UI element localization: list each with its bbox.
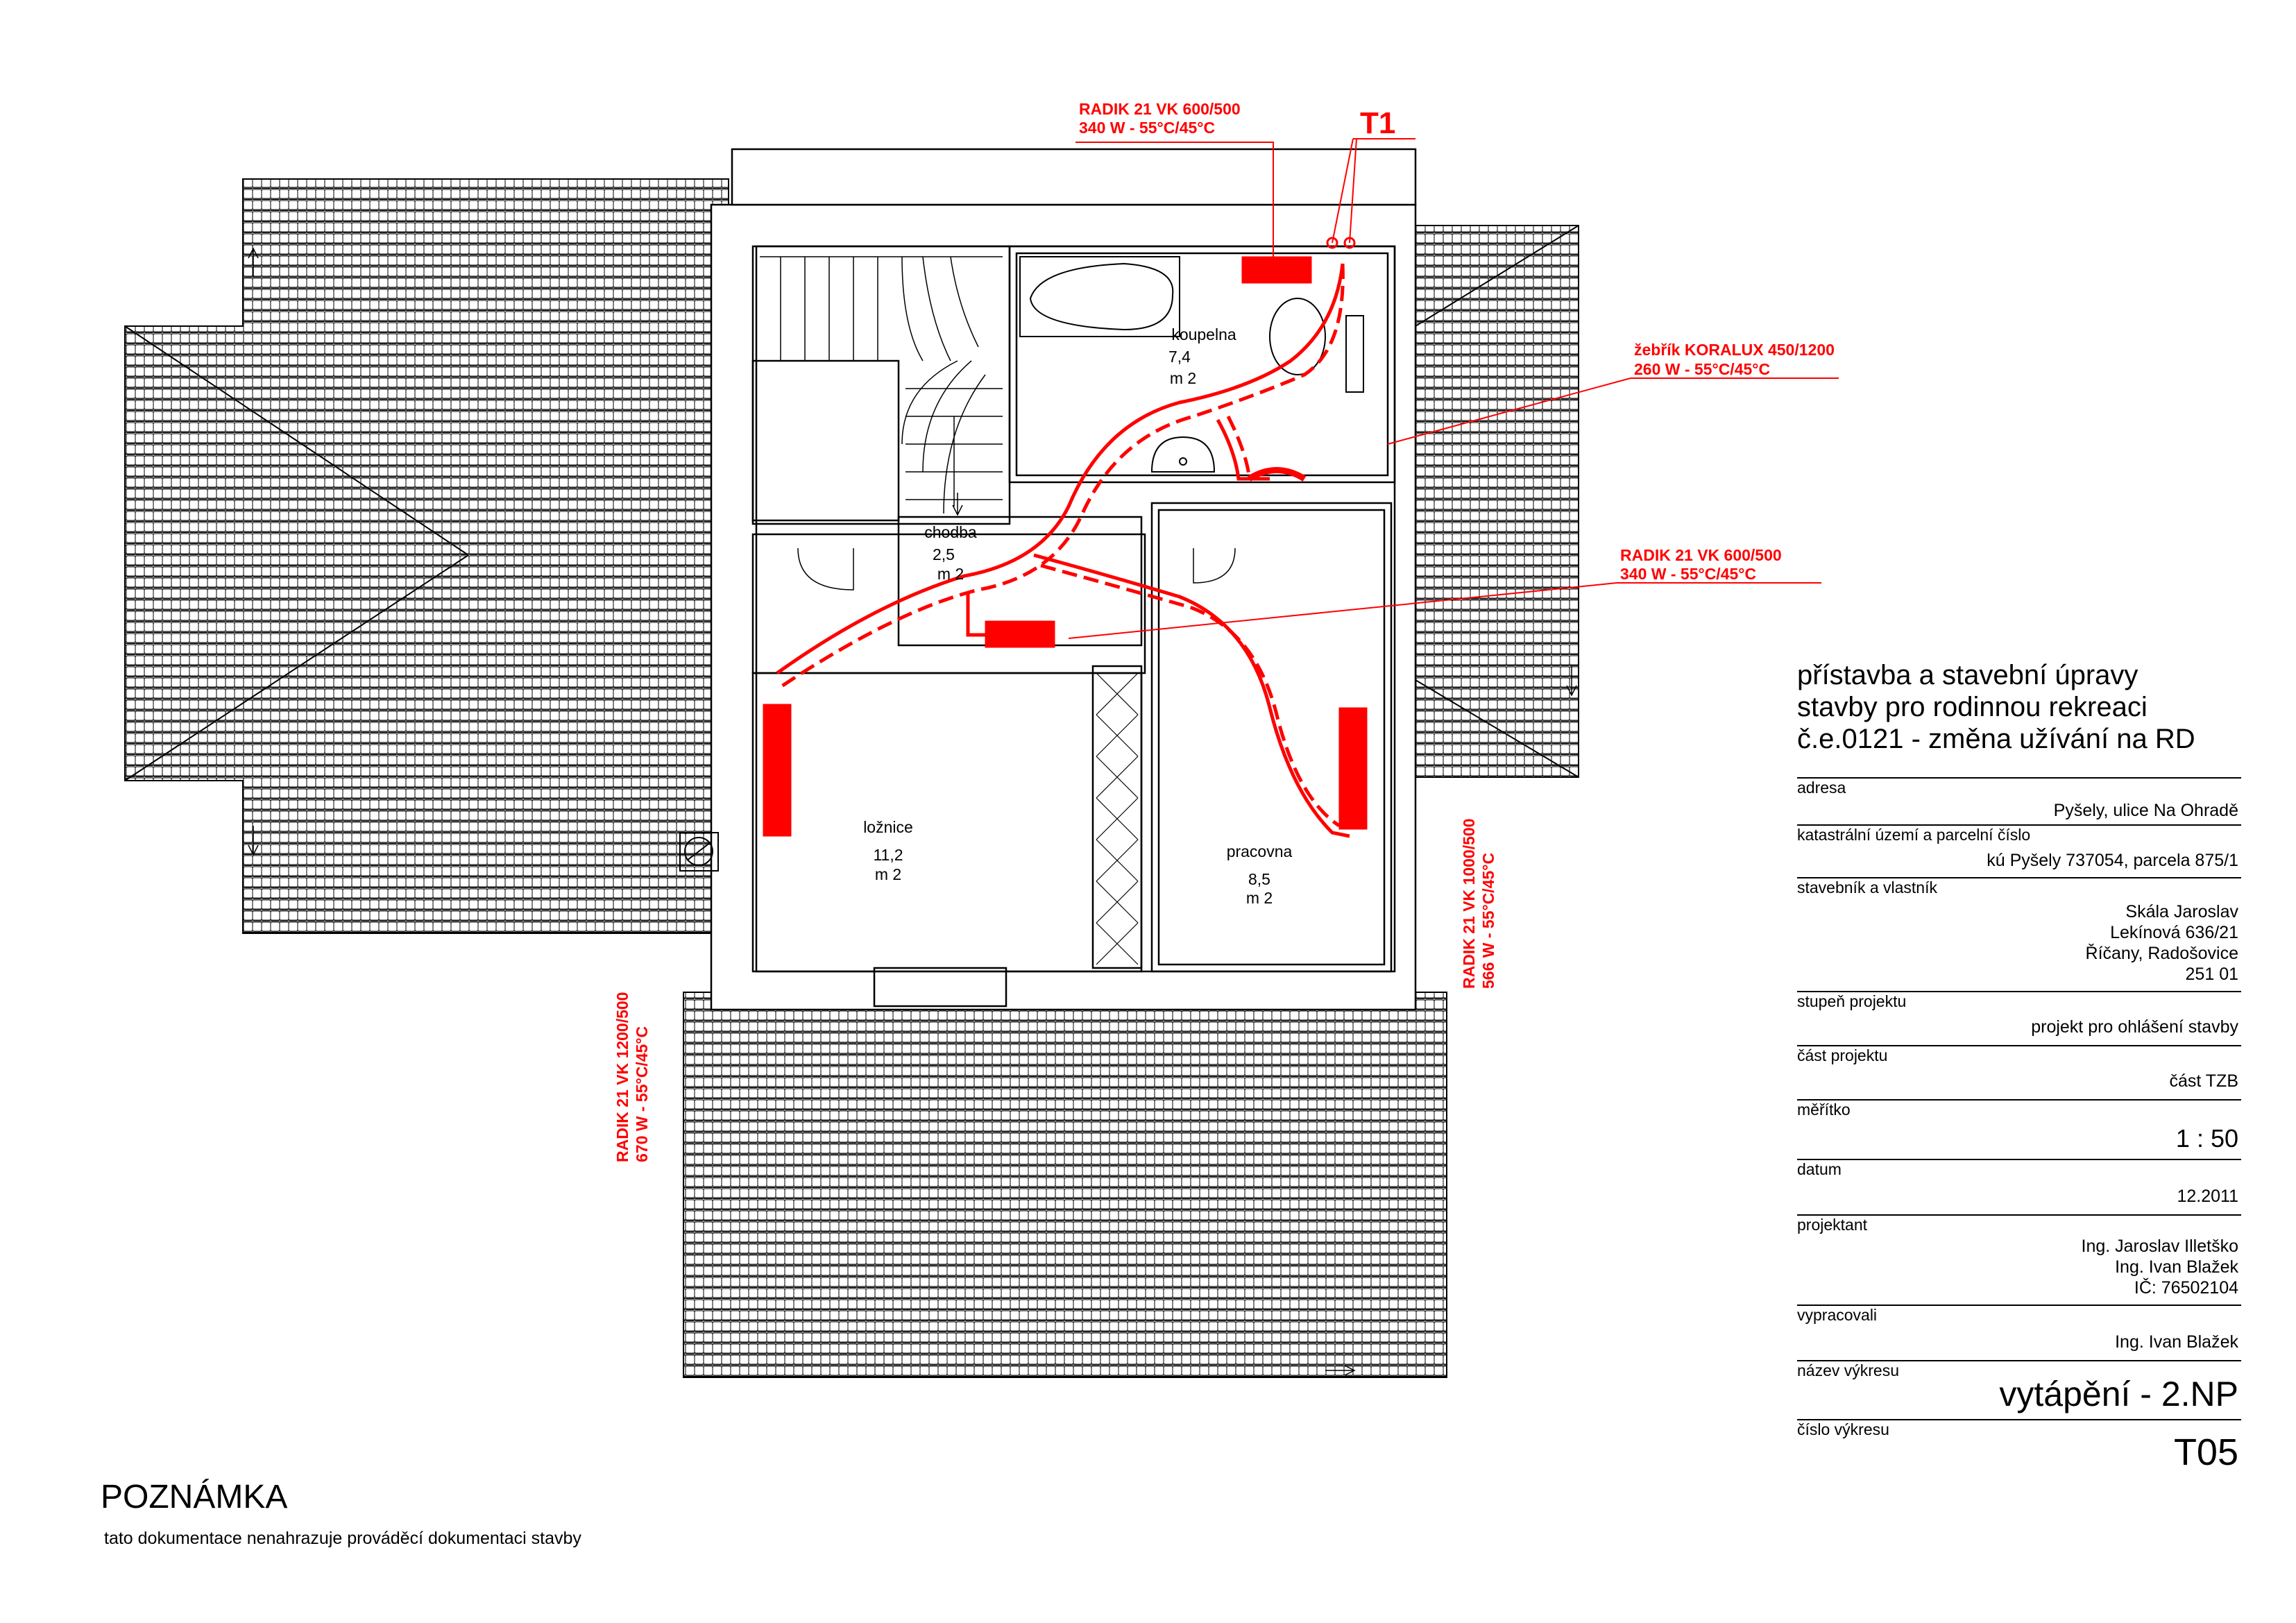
tb-value-owner-4: 251 01 [2185,965,2238,984]
tb-value-owner-3: Říčany, Radošovice [2085,944,2238,963]
radiator-chodba-power: 340 W - 55°C/45°C [1620,565,1757,583]
tb-value-date: 12.2011 [2177,1187,2238,1206]
room-koupelna-unit: m 2 [1169,369,1197,387]
tb-value-designer-1: Ing. Jaroslav Illetško [2081,1237,2238,1256]
room-loznice-unit: m 2 [874,865,902,883]
radiator-pracovna [1339,708,1367,829]
room-pracovna-unit: m 2 [1245,889,1273,907]
room-chodba-name: chodba [924,523,977,541]
tb-value-scale: 1 : 50 [2175,1124,2238,1153]
tb-value-address: Pyšely, ulice Na Ohradě [2053,801,2238,820]
tb-value-designer-2: Ing. Ivan Blažek [2115,1257,2238,1277]
tb-value-owner-1: Skála Jaroslav [2125,902,2238,921]
tb-label-part: část projektu [1797,1046,1888,1064]
room-chodba-unit: m 2 [937,565,964,583]
radiator-koupelna-power: 340 W - 55°C/45°C [1079,119,1216,137]
tb-label-designer: projektant [1797,1216,1868,1234]
towel-rail-power: 260 W - 55°C/45°C [1634,360,1771,378]
radiator-koupelna-type: RADIK 21 VK 600/500 [1079,100,1241,118]
radiator-pracovna-power: 566 W - 55°C/45°C [1479,852,1497,989]
tb-value-prepared: Ing. Ivan Blažek [2115,1332,2238,1352]
room-chodba-area: 2,5 [933,545,955,563]
tb-label-cadastre: katastrální území a parcelní číslo [1797,826,2031,844]
room-loznice-area: 11,2 [873,846,903,864]
tb-label-date: datum [1797,1160,1842,1178]
tb-value-part: část TZB [2169,1071,2238,1091]
note-title: POZNÁMKA [101,1479,288,1515]
roof-left [125,179,729,933]
radiator-pracovna-type: RADIK 21 VK 1000/500 [1460,818,1478,989]
project-title [1797,659,2195,755]
roof-bottom [683,992,1447,1377]
tb-value-stage: projekt pro ohlášení stavby [2031,1017,2238,1037]
radiator-chodba [985,621,1055,647]
title-block [1797,659,2241,1589]
tb-label-owner: stavebník a vlastník [1797,878,1937,897]
tb-label-drawing-name: název výkresu [1797,1361,1900,1379]
room-koupelna-name: koupelna [1171,325,1236,343]
tb-label-address: adresa [1797,779,1846,797]
project-title-line-1: přístavba a stavební úpravy [1797,660,2138,690]
tb-value-designer-3: IČ: 76502104 [2134,1278,2238,1298]
riser-label: T1 [1360,106,1396,140]
room-loznice-name: ložnice [863,818,913,836]
radiator-chodba-type: RADIK 21 VK 600/500 [1620,546,1782,564]
radiator-loznice-type: RADIK 21 VK 1200/500 [613,992,631,1162]
tb-label-scale: měřítko [1797,1101,1851,1119]
radiator-loznice [763,704,791,836]
tb-value-owner-2: Lekínová 636/21 [2110,923,2238,942]
note-text: tato dokumentace nenahrazuje prováděcí dokumentaci stavby [104,1529,581,1548]
project-title-line-3: č.e.0121 - změna užívání na RD [1797,724,2195,754]
tb-label-stage: stupeň projektu [1797,992,1907,1010]
room-pracovna-area: 8,5 [1248,870,1270,888]
tb-label-drawing-number: číslo výkresu [1797,1420,1889,1438]
tb-value-cadastre: kú Pyšely 737054, parcela 875/1 [1987,851,2238,870]
radiator-loznice-power: 670 W - 55°C/45°C [633,1026,651,1162]
towel-rail-type: žebřík KORALUX 450/1200 [1634,341,1835,359]
project-title-line-2: stavby pro rodinnou rekreaci [1797,692,2148,722]
tb-label-prepared: vypracovali [1797,1306,1878,1324]
room-pracovna-name: pracovna [1226,842,1293,860]
tb-value-drawing-name: vytápění - 2.NP [1999,1375,2238,1413]
tb-value-drawing-number: T05 [2173,1431,2238,1473]
room-koupelna-area: 7,4 [1168,348,1191,366]
radiator-koupelna [1242,257,1311,283]
